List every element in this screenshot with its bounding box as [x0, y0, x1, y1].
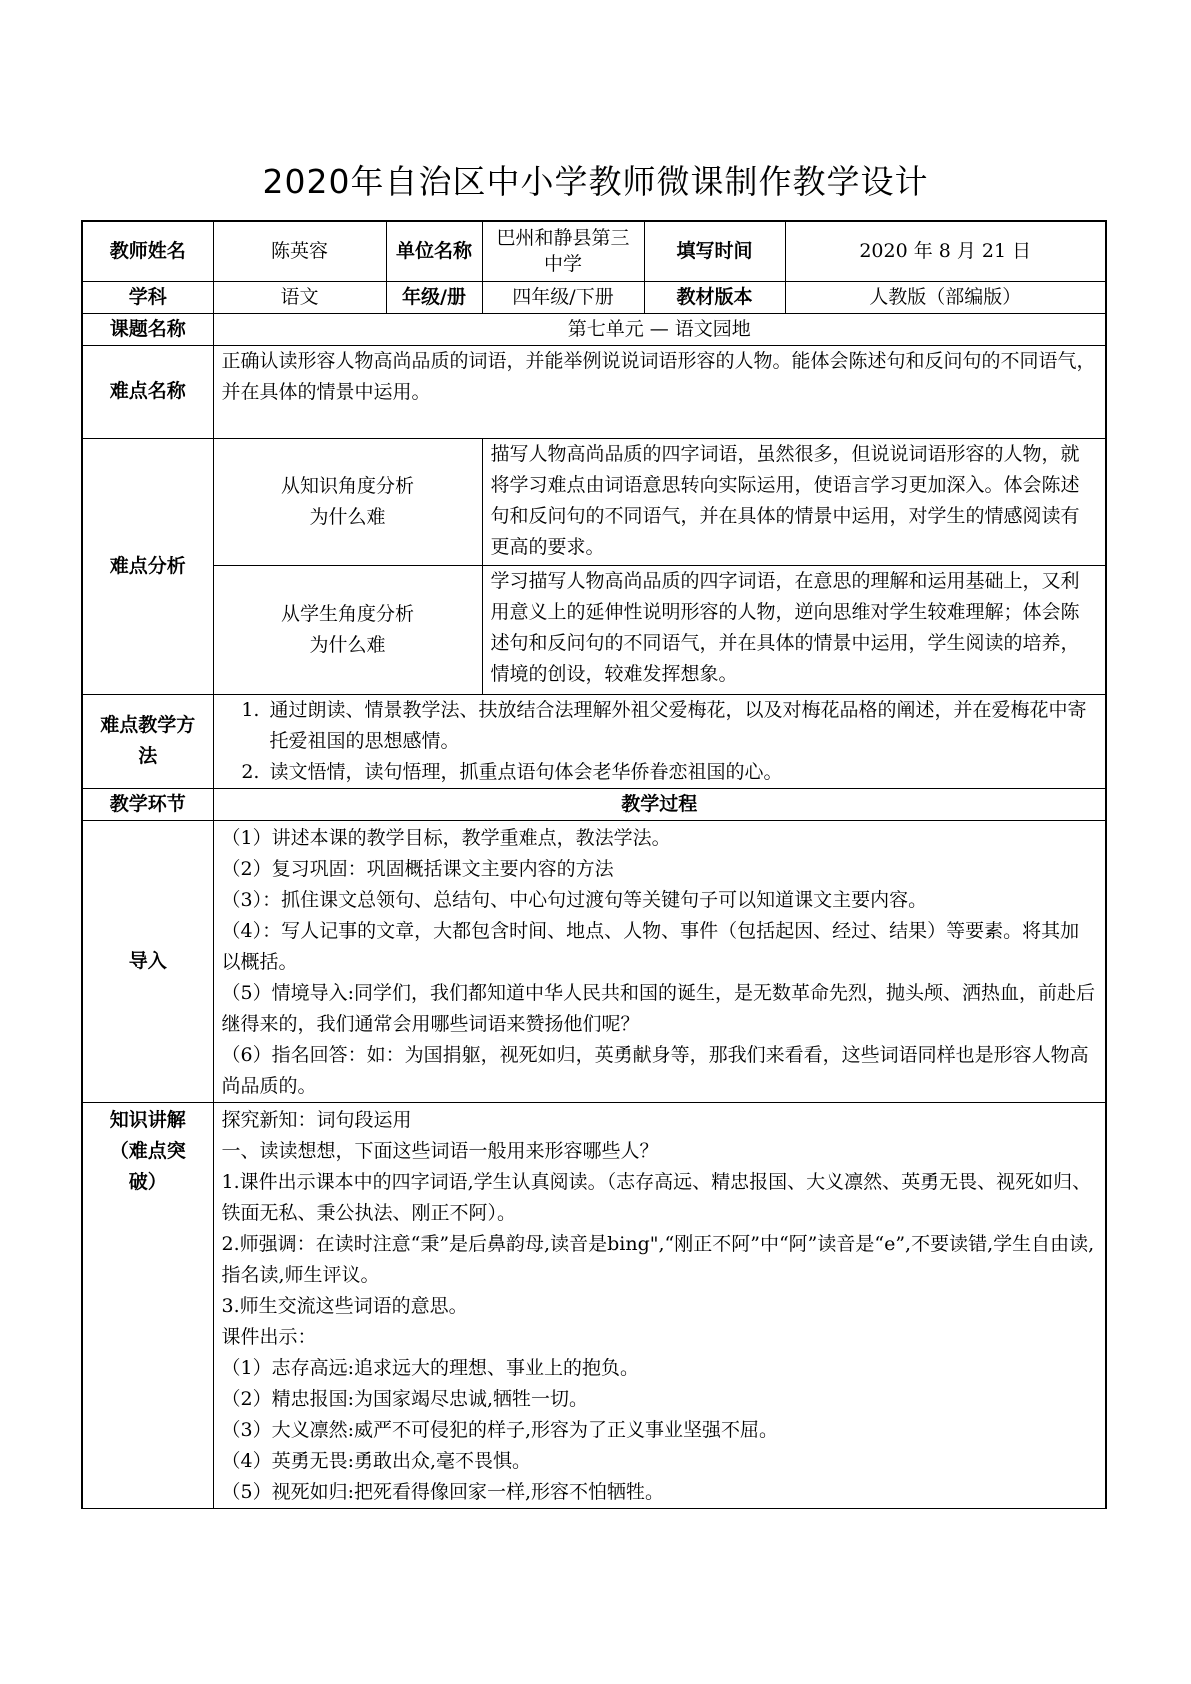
knowledge-label-line-3: 破）: [128, 1170, 167, 1193]
knowledge-label-line-1: 知识讲解: [109, 1108, 186, 1131]
info-row-2: [82, 281, 1106, 313]
intro-line: （6）指名回答：如：为国捐躯，视死如归，英勇献身等，那我们来看看，这些词语同样也是形容人物高尚品质的。: [221, 1043, 1089, 1097]
intro-content: [213, 820, 1106, 1102]
knowledge-line: （5）视死如归:把死看得像回家一样,形容不怕牺牲。: [221, 1480, 665, 1503]
student-angle-label-line-1: 从学生角度分析: [280, 602, 414, 625]
intro-row: [82, 820, 1106, 1102]
method-list-cell: [213, 694, 1106, 788]
knowledge-row: [82, 1102, 1106, 1508]
student-angle-label: [213, 565, 482, 694]
knowledge-angle-label-line-2: 为什么难: [309, 505, 386, 528]
topic-label: 课题名称: [82, 313, 213, 345]
fill-date-value: 2020 年 8 月 21 日: [785, 221, 1106, 281]
analysis-student-row: [82, 565, 1106, 694]
knowledge-label: [82, 1102, 213, 1508]
knowledge-line: （1）志存高远:追求远大的理想、事业上的抱负。: [221, 1356, 639, 1379]
knowledge-line: 课件出示：: [221, 1325, 317, 1348]
knowledge-line: 3.师生交流这些词语的意思。: [221, 1294, 468, 1317]
knowledge-angle-text: 描写人物高尚品质的四字词语，虽然很多，但说说词语形容的人物，就将学习难点由词语意思转向实际运用，使语言学习更加深入。体会陈述句和反问句的不同语气，并在具体的情景中运用，对学生的情感阅读有更高的要求。: [482, 438, 1106, 565]
grade-value: 四年级/下册: [482, 281, 644, 313]
method-item: 2. 读文悟情，读句悟理，抓重点语句体会老华侨眷恋祖国的心。: [266, 757, 1098, 788]
grade-label: 年级/册: [386, 281, 482, 313]
process-header-row: [82, 788, 1106, 820]
knowledge-line: （4）英勇无畏:勇敢出众,毫不畏惧。: [221, 1449, 532, 1472]
unit-name-label: 单位名称: [386, 221, 482, 281]
lesson-design-table: [81, 220, 1107, 1509]
intro-line: （4）：写人记事的文章，大都包含时间、地点、人物、事件（包括起因、经过、结果）等要素。将其加以概括。: [221, 919, 1080, 973]
subject-value: 语文: [213, 281, 386, 313]
intro-label: 导入: [82, 820, 213, 1102]
difficulty-text: 正确认读形容人物高尚品质的词语，并能举例说说词语形容的人物。能体会陈述句和反问句的不同语气，并在具体的情景中运用。: [213, 345, 1106, 438]
knowledge-line: （3）大义凛然:威严不可侵犯的样子,形容为了正义事业坚强不屈。: [221, 1418, 779, 1441]
student-angle-text: 学习描写人物高尚品质的四字词语，在意思的理解和运用基础上，又利用意义上的延伸性说明形容的人物，逆向思维对学生较难理解；体会陈述句和反问句的不同语气，并在具体的情景中运用，学生阅读的培养，情境的创设，较难发挥想象。: [482, 565, 1106, 694]
intro-line: （1）讲述本课的教学目标，教学重难点，教法学法。: [221, 826, 671, 849]
knowledge-label-line-2: （难点突: [109, 1139, 186, 1162]
knowledge-line: 2.师强调：在读时注意“秉”是后鼻韵母,读音是bing",“刚正不阿”中“阿”读音是“e”,不要读错,学生自由读,指名读,师生评议。: [221, 1232, 1095, 1286]
intro-line: （5）情境导入:同学们，我们都知道中华人民共和国的诞生，是无数革命先烈，抛头颅、洒热血，前赴后继得来的，我们通常会用哪些词语来赞扬他们呢？: [221, 981, 1095, 1035]
student-angle-label-line-2: 为什么难: [309, 633, 386, 656]
teacher-name-value: 陈英容: [213, 221, 386, 281]
difficulty-row: [82, 345, 1106, 438]
knowledge-line: 探究新知：词句段运用: [221, 1108, 412, 1131]
document-title: 2020年自治区中小学教师微课制作教学设计: [262, 162, 929, 201]
knowledge-line: 1.课件出示课本中的四字词语,学生认真阅读。（志存高远、精忠报国、大义凛然、英勇无畏、视死如归、铁面无私、秉公执法、刚正不阿）。: [221, 1170, 1092, 1224]
method-label-line-1: 难点教学方: [100, 714, 196, 736]
method-label: [82, 694, 213, 788]
edition-value: 人教版（部编版）: [785, 281, 1106, 313]
knowledge-line: 一、读读想想，下面这些词语一般用来形容哪些人？: [221, 1139, 659, 1162]
info-row-1: [82, 221, 1106, 281]
method-item: 1. 通过朗读、情景教学法、扶放结合法理解外祖父爱梅花，以及对梅花品格的阐述，并在爱梅花中寄托爱祖国的思想感情。: [266, 695, 1098, 757]
topic-value: 第七单元 — 语文园地: [213, 313, 1106, 345]
method-label-line-2: 法: [138, 745, 158, 767]
edition-label: 教材版本: [644, 281, 785, 313]
knowledge-angle-label: [213, 438, 482, 565]
knowledge-angle-label-line-1: 从知识角度分析: [280, 474, 414, 497]
unit-name-value: 巴州和静县第三中学: [482, 221, 644, 281]
process-header: 教学过程: [213, 788, 1106, 820]
teacher-name-label: 教师姓名: [82, 221, 213, 281]
knowledge-line: （2）精忠报国:为国家竭尽忠诚,牺牲一切。: [221, 1387, 589, 1410]
analysis-knowledge-row: [82, 438, 1106, 565]
analysis-label: 难点分析: [82, 438, 213, 694]
topic-row: [82, 313, 1106, 345]
fill-date-label: 填写时间: [644, 221, 785, 281]
knowledge-content: [213, 1102, 1106, 1508]
method-list: [214, 695, 1098, 788]
intro-line: （2）复习巩固：巩固概括课文主要内容的方法: [221, 857, 614, 880]
difficulty-label: 难点名称: [82, 345, 213, 438]
intro-line: （3）：抓住课文总领句、总结句、中心句过渡句等关键句子可以知道课文主要内容。: [221, 888, 928, 911]
method-row: [82, 694, 1106, 788]
stage-header: 教学环节: [82, 788, 213, 820]
subject-label: 学科: [82, 281, 213, 313]
